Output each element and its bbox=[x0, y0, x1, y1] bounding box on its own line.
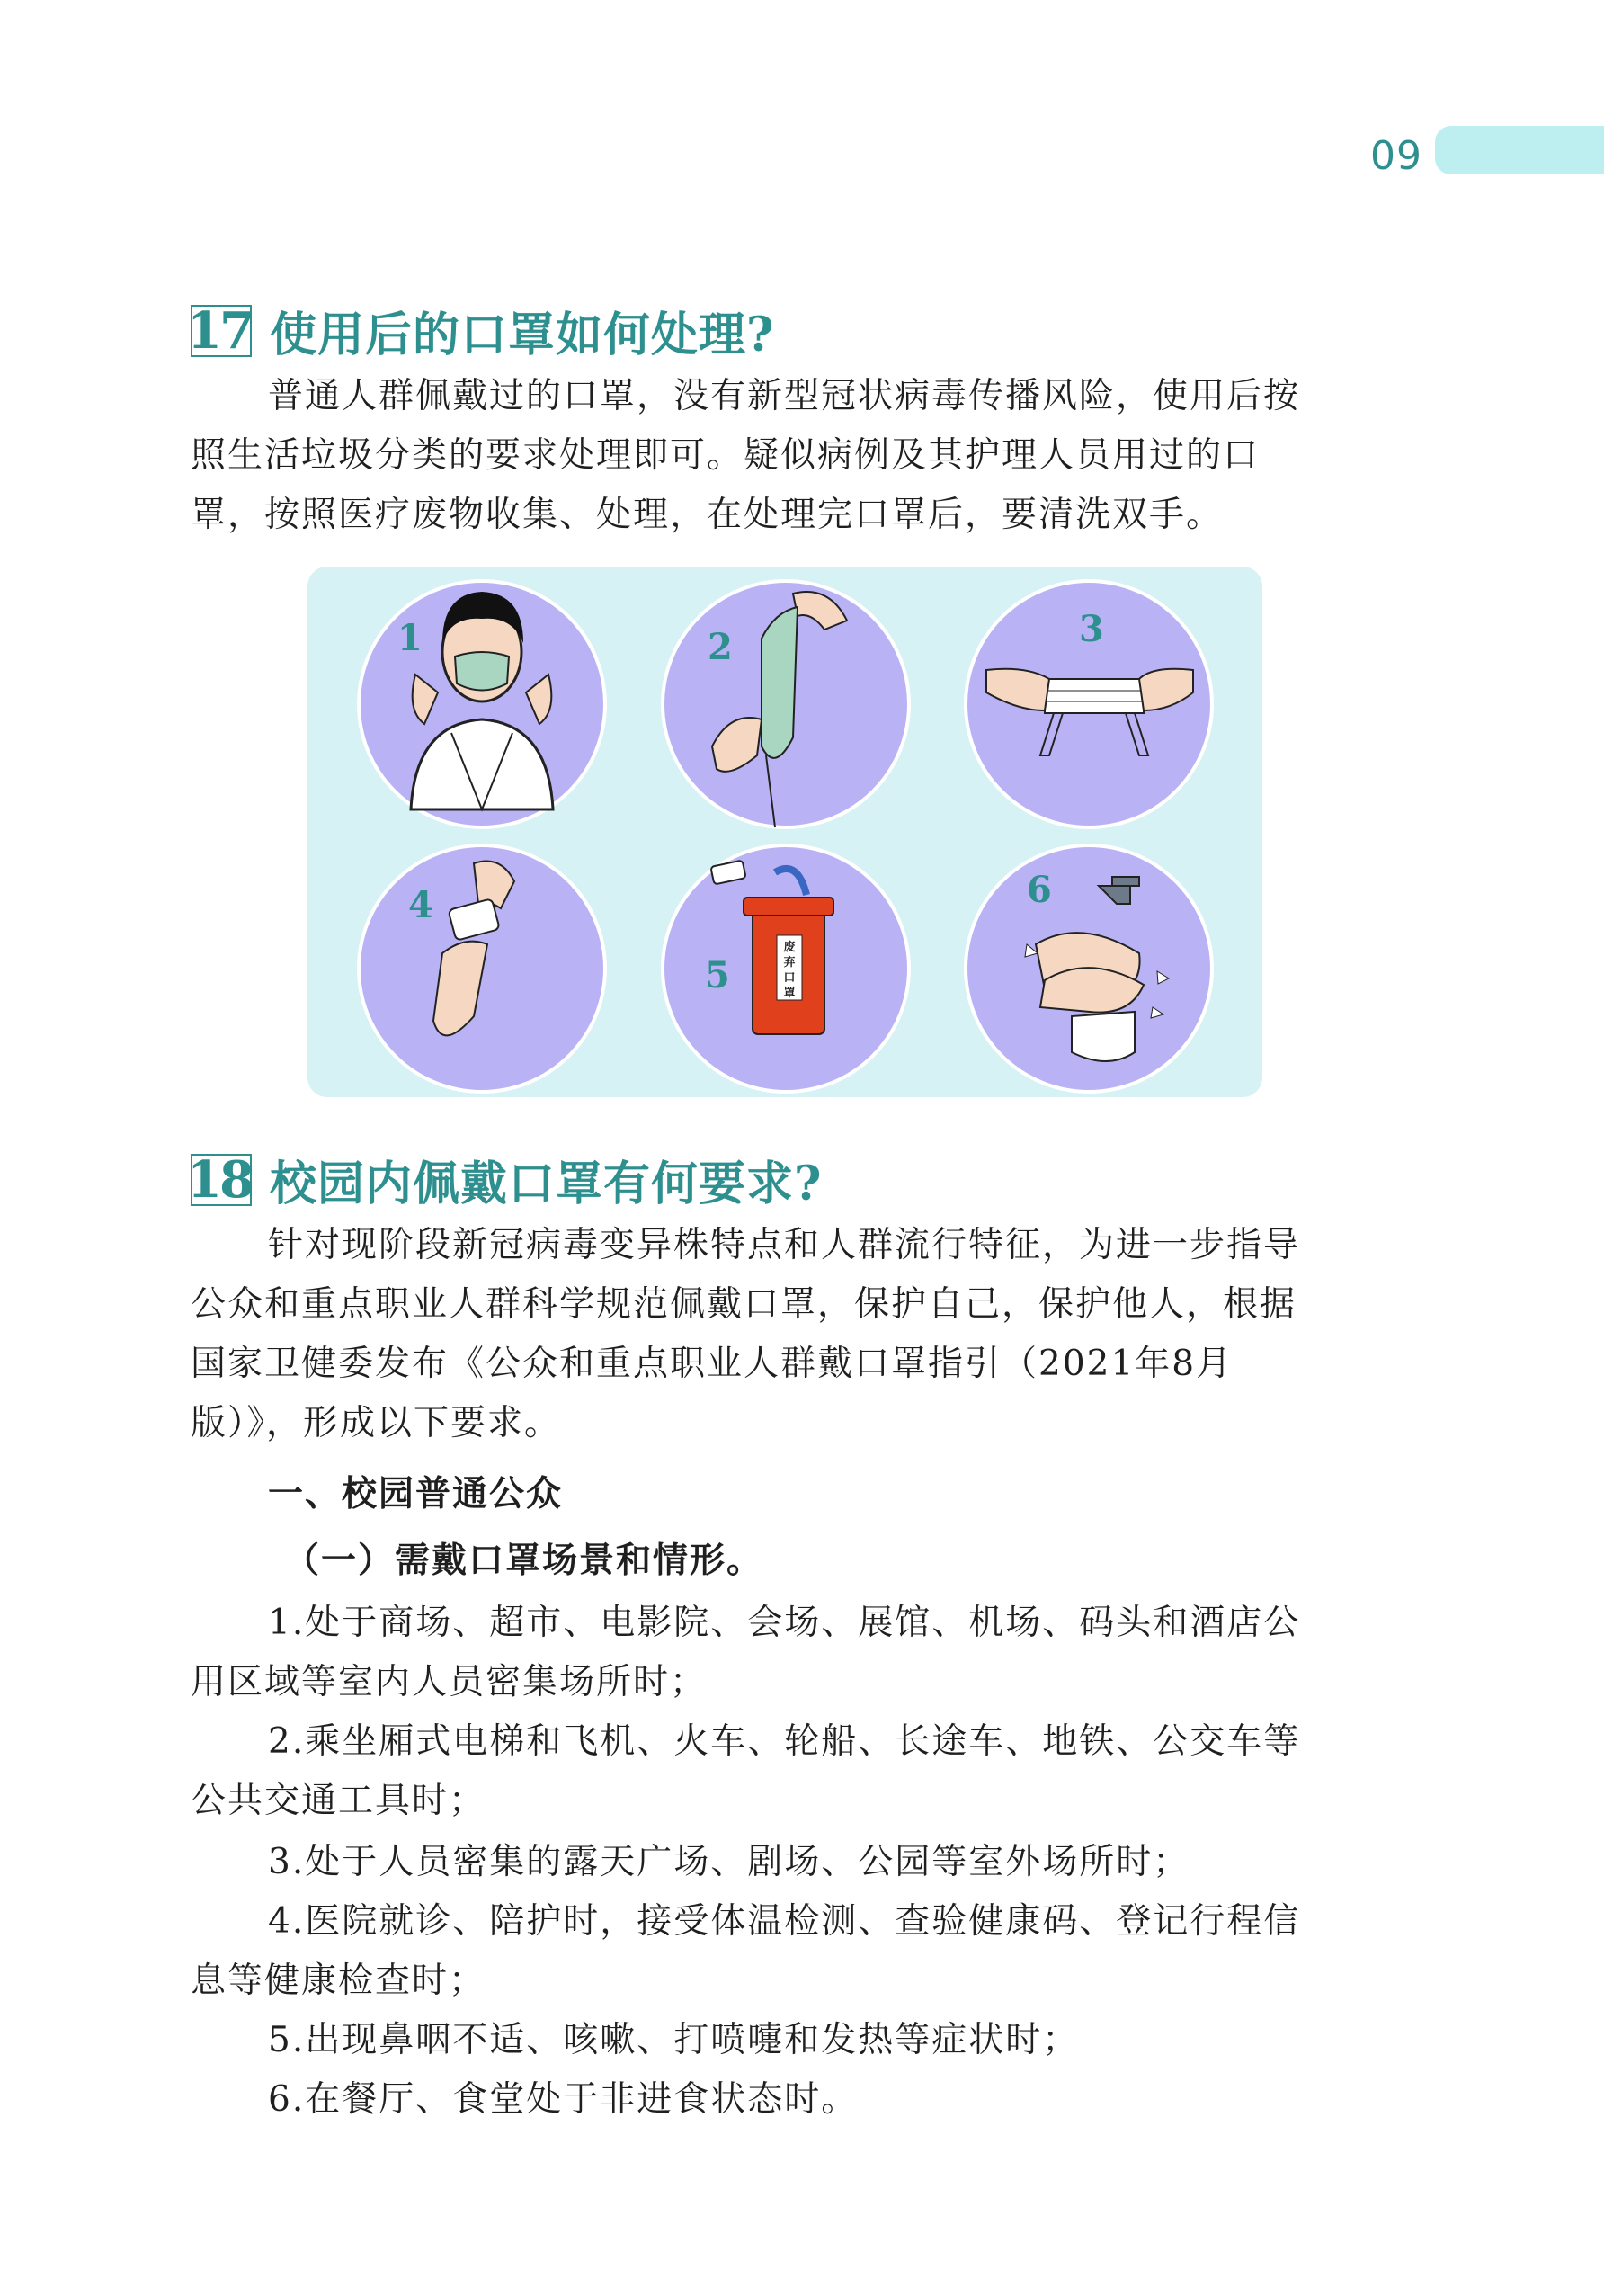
bin-label-char-2: 弃 bbox=[783, 956, 796, 969]
section-18-title: 校园内佩戴口罩有何要求? bbox=[270, 1157, 823, 1211]
section-18-heading bbox=[187, 1146, 823, 1213]
section-17-heading bbox=[187, 297, 775, 364]
bin-label-char-1: 废 bbox=[783, 941, 796, 954]
section-18-intro-line-4: 版）》，形成以下要求。 bbox=[191, 1403, 562, 1443]
section-18-intro-line-1: 针对现阶段新冠病毒变异株特点和人群流行特征，为进一步指导 bbox=[268, 1225, 1301, 1265]
step-3-number: 3 bbox=[1079, 608, 1104, 650]
step-5-number: 5 bbox=[705, 954, 730, 996]
subheading-mask-scenarios: （一）需戴口罩场景和情形。 bbox=[284, 1540, 764, 1581]
illustration-svg bbox=[307, 567, 1262, 1097]
section-18-number: 18 bbox=[187, 1149, 252, 1210]
page-number: 09 bbox=[1370, 133, 1422, 179]
section-17-line-3: 罩，按照医疗废物收集、处理，在处理完口罩后，要清洗双手。 bbox=[191, 495, 1224, 535]
section-18-intro-line-2: 公众和重点职业人群科学规范佩戴口罩，保护自己，保护他人，根据 bbox=[191, 1284, 1297, 1325]
section-18-intro-line-3: 国家卫健委发布《公众和重点职业人群戴口罩指引（2021年8月 bbox=[191, 1344, 1234, 1384]
section-17-line-2: 照生活垃圾分类的要求处理即可。疑似病例及其护理人员用过的口 bbox=[191, 435, 1261, 476]
requirement-item-1-line-1: 1.处于商场、超市、电影院、会场、展馆、机场、码头和酒店公 bbox=[268, 1603, 1301, 1643]
bin-label-char-4: 罩 bbox=[783, 987, 796, 1000]
requirement-item-2-line-2: 公共交通工具时； bbox=[191, 1781, 486, 1821]
requirement-item-5: 5.出现鼻咽不适、咳嗽、打喷嚏和发热等症状时； bbox=[268, 2020, 1080, 2060]
step-4-number: 4 bbox=[408, 884, 433, 926]
page-tab-decoration bbox=[1435, 126, 1604, 174]
step-2-number: 2 bbox=[708, 626, 733, 668]
mask-disposal-illustration bbox=[307, 567, 1262, 1097]
requirement-item-1-line-2: 用区域等室内人员密集场所时； bbox=[191, 1662, 708, 1702]
section-17-title: 使用后的口罩如何处理? bbox=[270, 308, 775, 362]
requirement-item-4-line-1: 4.医院就诊、陪护时，接受体温检测、查验健康码、登记行程信 bbox=[268, 1901, 1301, 1942]
subheading-campus-public: 一、校园普通公众 bbox=[268, 1473, 564, 1514]
requirement-item-4-line-2: 息等健康检查时； bbox=[191, 1961, 486, 2001]
section-17-number: 17 bbox=[187, 300, 252, 361]
section-17-line-1: 普通人群佩戴过的口罩，没有新型冠状病毒传播风险，使用后按 bbox=[268, 376, 1301, 416]
step-6-number: 6 bbox=[1027, 869, 1052, 911]
requirement-item-6: 6.在餐厅、食堂处于非进食状态时。 bbox=[268, 2079, 859, 2120]
bin-label-char-3: 口 bbox=[783, 971, 796, 985]
step-1-number: 1 bbox=[397, 617, 423, 659]
requirement-item-2-line-1: 2.乘坐厢式电梯和飞机、火车、轮船、长途车、地铁、公交车等 bbox=[268, 1721, 1301, 1762]
requirement-item-3: 3.处于人员密集的露天广场、剧场、公园等室外场所时； bbox=[268, 1842, 1190, 1882]
